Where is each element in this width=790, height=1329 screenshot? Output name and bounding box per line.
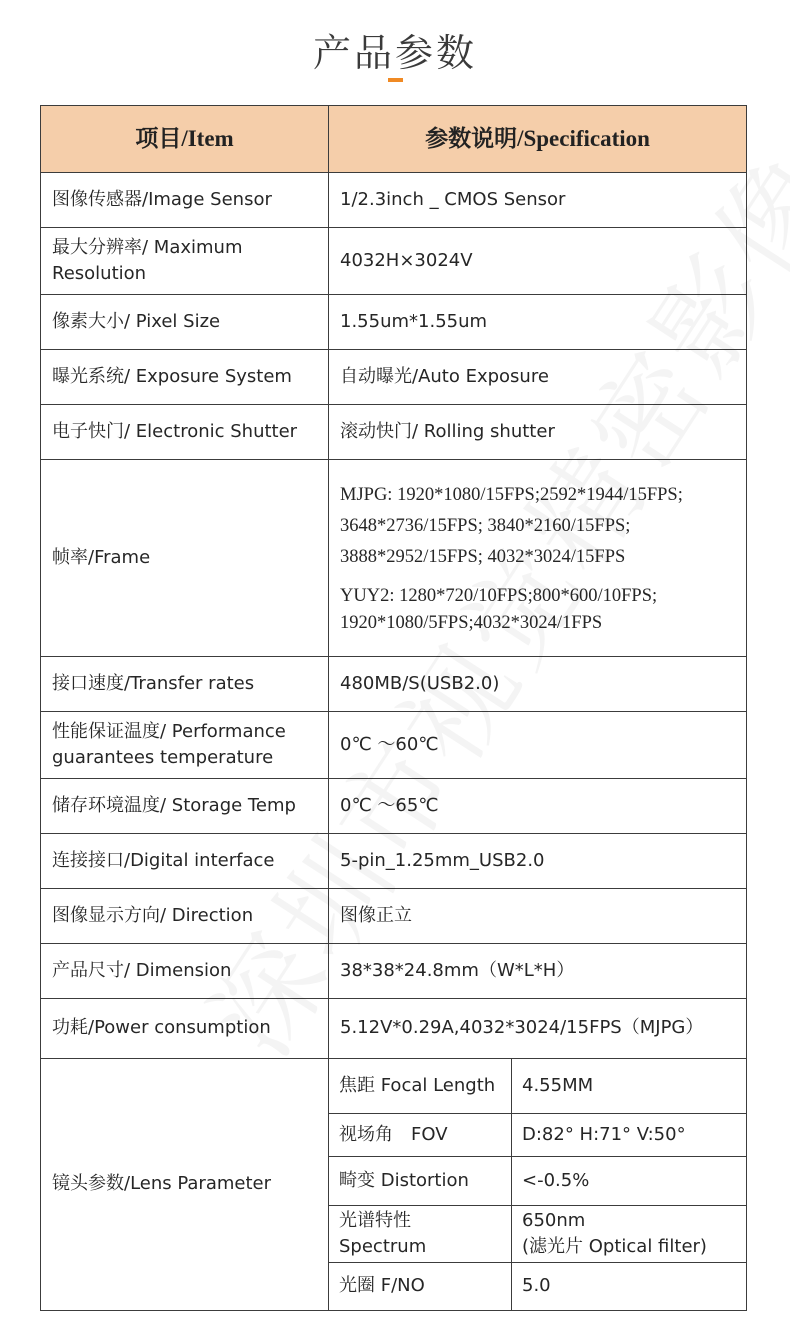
spectrum-value-line: (滤光片 Optical filter)	[522, 1236, 707, 1257]
row-value: 5-pin_1.25mm_USB2.0	[329, 834, 747, 889]
row-value: 滚动快门/ Rolling shutter	[329, 405, 747, 460]
row-value: 480MB/S(USB2.0)	[329, 657, 747, 712]
row-item-label: 接口速度/Transfer rates	[41, 657, 329, 712]
frame-rate-cell	[329, 460, 747, 657]
frame-line: MJPG: 1920*1080/15FPS;2592*1944/15FPS;	[340, 484, 683, 505]
frame-line: 3888*2952/15FPS; 4032*3024/15FPS	[340, 546, 626, 567]
row-item-label: 帧率/Frame	[41, 460, 329, 657]
lens-param-label: 光圈 F/NO	[329, 1263, 512, 1311]
lens-parameter-label: 镜头参数/Lens Parameter	[41, 1059, 329, 1311]
row-value: 1/2.3inch _ CMOS Sensor	[329, 173, 747, 228]
row-value: 1.55um*1.55um	[329, 295, 747, 350]
row-value: 4032H×3024V	[329, 228, 747, 295]
lens-param-label: 光谱特性 Spectrum	[329, 1206, 512, 1263]
row-item-label: 储存环境温度/ Storage Temp	[41, 779, 329, 834]
row-value: 38*38*24.8mm（W*L*H）	[329, 944, 747, 999]
table-row	[41, 657, 747, 712]
lens-param-value: 5.0	[512, 1263, 747, 1311]
table-row	[41, 295, 747, 350]
table-row	[41, 460, 747, 657]
table-row	[41, 779, 747, 834]
table-row	[41, 834, 747, 889]
lens-param-label: 畸变 Distortion	[329, 1157, 512, 1206]
table-row	[41, 889, 747, 944]
spectrum-value-line: 650nm	[522, 1209, 586, 1231]
row-item-label: 最大分辨率/ Maximum Resolution	[41, 228, 329, 295]
table-row	[41, 405, 747, 460]
title-accent-bar	[388, 78, 403, 82]
header-row	[41, 106, 747, 173]
lens-row	[41, 1059, 747, 1114]
row-item-label: 电子快门/ Electronic Shutter	[41, 405, 329, 460]
row-item-label: 曝光系统/ Exposure System	[41, 350, 329, 405]
lens-param-value: 4.55MM	[512, 1059, 747, 1114]
row-item-label: 功耗/Power consumption	[41, 999, 329, 1059]
lens-param-label: 视场角 FOV	[329, 1114, 512, 1157]
table-row	[41, 173, 747, 228]
row-item-label: 性能保证温度/ Performance guarantees temperature	[41, 712, 329, 779]
lens-param-label: 焦距 Focal Length	[329, 1059, 512, 1114]
table-row	[41, 228, 747, 295]
table-row	[41, 944, 747, 999]
header-specification: 参数说明/Specification	[329, 106, 747, 173]
header-item: 项目/Item	[41, 106, 329, 173]
row-item-label: 像素大小/ Pixel Size	[41, 295, 329, 350]
lens-param-value: <-0.5%	[512, 1157, 747, 1206]
row-value: 图像正立	[329, 889, 747, 944]
lens-param-value	[512, 1206, 747, 1263]
lens-param-value: D:82° H:71° V:50°	[512, 1114, 747, 1157]
table-row	[41, 999, 747, 1059]
row-value: 0℃ ～60℃	[329, 712, 747, 779]
frame-line: 1920*1080/5FPS;4032*3024/1FPS	[340, 612, 603, 633]
row-item-label: 连接接口/Digital interface	[41, 834, 329, 889]
row-value: 0℃ ～65℃	[329, 779, 747, 834]
table-row	[41, 712, 747, 779]
row-value: 5.12V*0.29A,4032*3024/15FPS（MJPG）	[329, 999, 747, 1059]
frame-line: 3648*2736/15FPS; 3840*2160/15FPS;	[340, 515, 631, 536]
frame-line: YUY2: 1280*720/10FPS;800*600/10FPS;	[340, 585, 658, 606]
row-item-label: 产品尺寸/ Dimension	[41, 944, 329, 999]
spec-table	[40, 105, 747, 1311]
row-item-label: 图像传感器/Image Sensor	[41, 173, 329, 228]
row-item-label: 图像显示方向/ Direction	[41, 889, 329, 944]
row-value: 自动曝光/Auto Exposure	[329, 350, 747, 405]
table-row	[41, 350, 747, 405]
page-title: 产品参数	[312, 31, 477, 75]
